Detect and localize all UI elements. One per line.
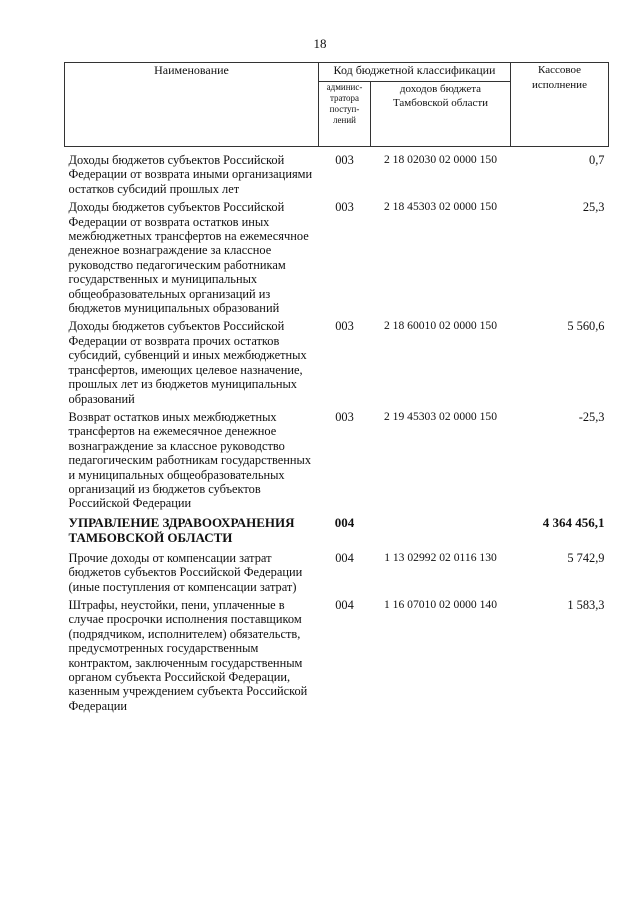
table-row xyxy=(65,551,609,598)
row-amount: 0,7 xyxy=(589,153,605,167)
row-amount: -25,3 xyxy=(578,409,605,424)
table-row-department xyxy=(65,515,609,551)
row-name: Прочие доходы от компенсации затрат бюджетов субъектов Российской Федерации (иные поступления от компенсации затрат) xyxy=(68,550,303,594)
row-admin-code: 003 xyxy=(335,153,354,167)
row-admin-code: 003 xyxy=(335,319,354,334)
row-income-code: 2 18 60010 02 0000 150 xyxy=(383,319,498,333)
row-admin-code: 004 xyxy=(334,514,355,530)
table-row xyxy=(65,147,609,201)
page-number: 18 xyxy=(313,36,327,51)
row-amount: 4 364 456,1 xyxy=(542,514,605,530)
header-admin-code: админис-тратора поступ-лений xyxy=(319,82,371,147)
row-income-code: 1 16 07010 02 0000 140 xyxy=(383,597,498,611)
row-income-code xyxy=(371,515,511,551)
header-code-group: Код бюджетной классификации xyxy=(319,63,511,82)
row-admin-code: 004 xyxy=(335,597,354,612)
table-row xyxy=(65,319,609,409)
row-amount: 5 560,6 xyxy=(567,319,605,334)
header-name: Наименование xyxy=(65,63,319,147)
budget-table xyxy=(64,62,609,717)
row-admin-code: 004 xyxy=(335,550,354,565)
row-name: Доходы бюджетов субъектов Российской Федерации от возврата остатков иных межбюджетных трансфертов на ежемесячное денежное вознаграждение за классное руководство педагогическим работникам государственных и муниципальных общеобразовательных организаций из бюджетов муниципальных образований xyxy=(68,200,309,316)
row-income-code: 1 13 02992 02 0116 130 xyxy=(384,550,497,564)
row-name: Штрафы, неустойки, пени, уплаченные в случае просрочки исполнения поставщиком (подрядчиком, исполнителем) обязательств, предусмотренных государственным контрактом, заключенным государственным органом субъекта Российской Федерации, казенным учреждением субъекта Российской Федерации xyxy=(68,597,308,713)
row-amount: 25,3 xyxy=(582,200,605,215)
row-name: Доходы бюджетов субъектов Российской Федерации от возврата иными организациями остатков субсидий прошлых лет xyxy=(68,153,313,196)
row-name: Доходы бюджетов субъектов Российской Федерации от возврата прочих остатков субсидий, субвенций и иных межбюджетных трансфертов, имеющих целевое назначение, прошлых лет из бюджетов муниципальных образований xyxy=(68,319,307,406)
table-row xyxy=(65,598,609,717)
row-income-code: 2 18 02030 02 0000 150 xyxy=(383,153,498,166)
row-admin-code: 003 xyxy=(335,409,354,424)
row-name: Возврат остатков иных межбюджетных трансфертов на ежемесячное денежное вознаграждение за классное руководство педагогическим работникам государственных и муниципальных общеобразовательных организаций из бюджетов субъектов Российской Федерации xyxy=(68,409,312,511)
row-income-code: 2 19 45303 02 0000 150 xyxy=(383,409,498,423)
table-row xyxy=(65,200,609,319)
row-amount: 1 583,3 xyxy=(567,597,605,612)
row-admin-code: 003 xyxy=(335,200,354,215)
row-income-code: 2 18 45303 02 0000 150 xyxy=(383,200,498,214)
header-cash-execution: Кассовое исполнение xyxy=(511,63,609,147)
table-row xyxy=(65,410,609,515)
row-amount: 5 742,9 xyxy=(567,550,605,565)
row-name: УПРАВЛЕНИЕ ЗДРАВООХРАНЕНИЯ ТАМБОВСКОЙ ОБЛАСТИ xyxy=(68,514,295,545)
header-income-code: доходов бюджета Тамбовской области xyxy=(371,82,511,147)
